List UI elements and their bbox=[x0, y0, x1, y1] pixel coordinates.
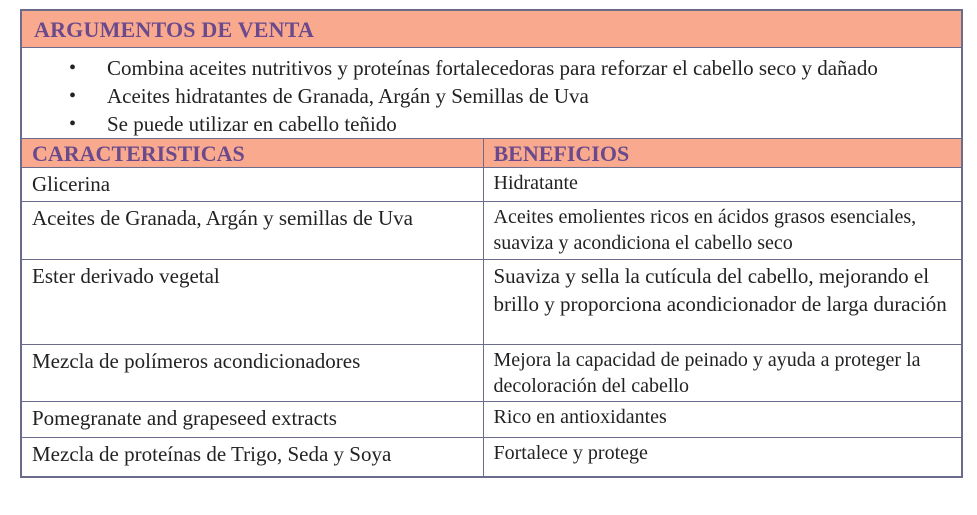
bullet-item: • Aceites hidratantes de Granada, Argán y Semillas de Uva bbox=[22, 82, 951, 110]
table-header-row bbox=[22, 139, 961, 168]
section-title: ARGUMENTOS DE VENTA bbox=[22, 11, 961, 48]
table-row bbox=[22, 345, 961, 402]
column-header-benefits: BENEFICIOS bbox=[483, 139, 961, 168]
benefit-cell: Mejora la capacidad de peinado y ayuda a proteger la decoloración del cabello bbox=[483, 345, 961, 402]
feature-cell: Aceites de Granada, Argán y semillas de Uva bbox=[22, 202, 483, 260]
features-benefits-table bbox=[22, 138, 961, 476]
table-row bbox=[22, 168, 961, 202]
bullet-item: • Combina aceites nutritivos y proteínas fortalecedoras para reforzar el cabello seco y dañado bbox=[22, 54, 951, 82]
benefit-cell: Hidratante bbox=[483, 168, 961, 202]
feature-cell: Ester derivado vegetal bbox=[22, 260, 483, 345]
table-row bbox=[22, 202, 961, 260]
benefit-cell: Rico en antioxidantes bbox=[483, 402, 961, 438]
bullet-item: • Se puede utilizar en cabello teñido bbox=[22, 110, 951, 138]
column-header-features: CARACTERISTICAS bbox=[22, 139, 483, 168]
feature-cell: Pomegranate and grapeseed extracts bbox=[22, 402, 483, 438]
benefit-cell: Fortalece y protege bbox=[483, 438, 961, 476]
table-row bbox=[22, 438, 961, 476]
table-row bbox=[22, 260, 961, 345]
benefit-cell: Aceites emolientes ricos en ácidos grasos esenciales, suaviza y acondiciona el cabello seco bbox=[483, 202, 961, 260]
feature-cell: Glicerina bbox=[22, 168, 483, 202]
sales-arguments-document bbox=[20, 9, 963, 478]
feature-cell: Mezcla de proteínas de Trigo, Seda y Soya bbox=[22, 438, 483, 476]
feature-cell: Mezcla de polímeros acondicionadores bbox=[22, 345, 483, 402]
benefit-cell: Suaviza y sella la cutícula del cabello, mejorando el brillo y proporciona acondicionador de larga duración bbox=[483, 260, 961, 345]
table-row bbox=[22, 402, 961, 438]
bullet-list bbox=[22, 48, 961, 138]
